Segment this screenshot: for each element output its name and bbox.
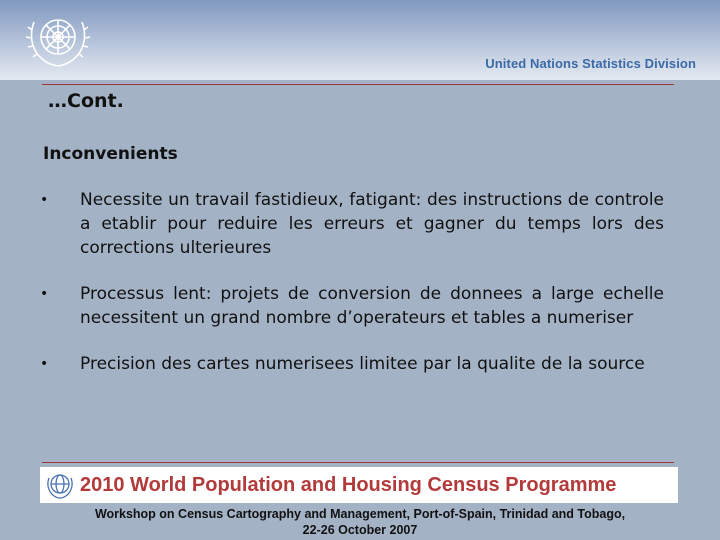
footer-line-1: Workshop on Census Cartography and Management, Port-of-Spain, Trinidad and Tobago, <box>94 507 626 521</box>
bullet-text: Precision des cartes numerisees limitee par la qualite de la source <box>80 354 645 374</box>
census-programme-banner <box>40 467 678 503</box>
bullet-list <box>40 188 664 398</box>
list-item <box>40 188 664 260</box>
bullet-text: Processus lent: projets de conversion de donnees a large echelle necessitent un grand nombre d’operateurs et tables a numeriser <box>80 284 664 328</box>
footer-text <box>40 506 680 538</box>
banner-text: 2010 World Population and Housing Census Programme <box>80 474 617 496</box>
footer-line-2: 22-26 October 2007 <box>302 523 418 537</box>
list-item <box>40 282 664 330</box>
division-name: United Nations Statistics Division <box>485 56 696 71</box>
subheading: Inconvenients <box>43 144 178 164</box>
bottom-divider <box>42 462 674 463</box>
census-programme-logo-icon <box>44 470 76 500</box>
list-item <box>40 352 664 376</box>
bullet-glyph: • <box>40 192 49 208</box>
un-emblem-icon <box>20 8 96 70</box>
slide-title: …Cont. <box>48 90 124 112</box>
header-band <box>0 0 720 80</box>
bullet-text: Necessite un travail fastidieux, fatigant: des instructions de controle a etablir pour reduire les erreurs et gagner du temps lors des corrections ulterieures <box>80 190 664 258</box>
bullet-glyph: • <box>40 286 49 302</box>
bullet-glyph: • <box>40 356 49 372</box>
top-divider <box>42 84 674 85</box>
